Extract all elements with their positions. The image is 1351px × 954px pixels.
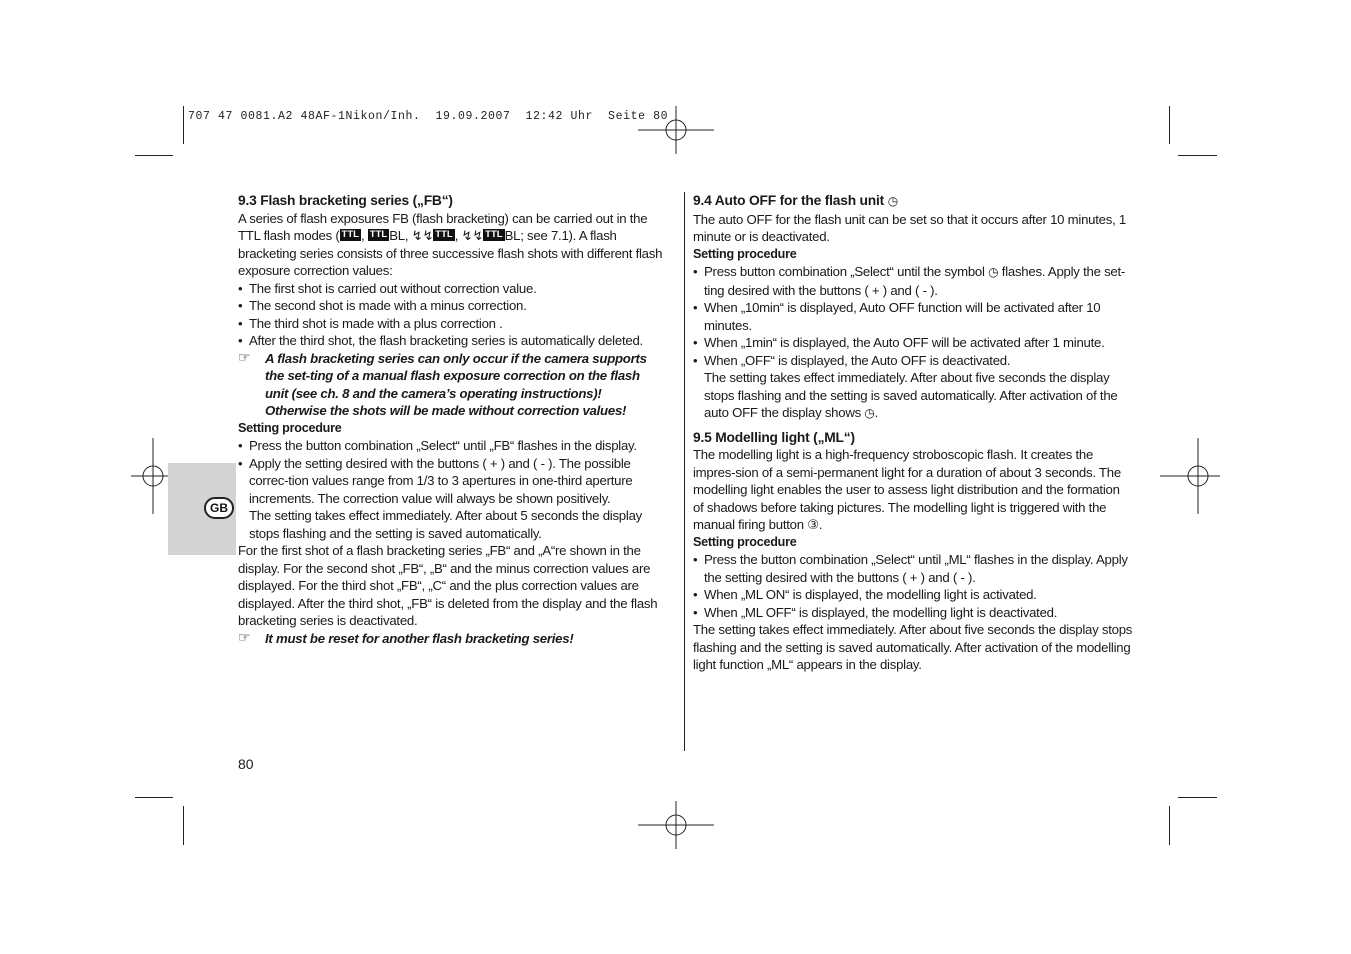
registration-mark-top [638,92,714,168]
list-item: • Press the button combination „Select“ until „FB“ flashes in the display. [238,438,637,453]
ttl-mode-icon: TTL [435,229,453,240]
reset-note: ☞ It must be reset for another flash bracketing series! [238,628,574,646]
clock-icon: ◷ [887,194,898,208]
bullet-icon: • [238,315,243,331]
setting-procedure-heading: Setting procedure [238,420,342,435]
ttl-mode-icon: TTL [369,229,388,240]
right-column [693,192,1133,674]
auto-off-intro: The auto OFF for the flash unit can be set so that it occurs after 10 minutes, 1 minute or is deactivated. [693,211,1126,244]
list-item: • When „ML OFF“ is displayed, the modelling light is deactivated. [693,604,1058,620]
list-item: • When „ML ON“ is displayed, the modelling light is activated. [693,587,1037,602]
bullet-icon: • [693,552,698,567]
pointing-hand-icon: ☞ [238,348,251,365]
section-heading-auto-off: 9.4 Auto OFF for the flash unit ◷ [693,193,898,208]
setting-procedure-heading: Setting procedure [693,246,797,261]
warning-note: ☞ A flash bracketing series can only occur if the camera supports the set-ting of a manual flash exposure correction on the flash unit (see ch. 8 and the camera’s operating instructions)! Otherwise the shots will be made without correction values! [238,348,647,418]
bullet-icon: • [693,352,698,368]
registration-mark-bottom [638,787,714,863]
list-item: • When „1min“ is displayed, the Auto OFF will be activated after 1 minute. [693,335,1105,350]
list-item: • Press the button combination „Select“ until „ML“ flashes in the display. Apply the setting desired with the buttons ( + ) and ( - ). [693,552,1128,585]
bullet-icon: • [693,335,698,350]
clock-icon: ◷ [988,265,999,279]
ttl-mode-icon: TTL [341,229,359,240]
page-number: 80 [238,756,254,772]
flash-icon: ↯↯ [461,228,484,243]
column-divider [684,192,685,751]
list-item: • The third shot is made with a plus correction . [238,315,503,331]
bullet-icon: • [238,333,243,348]
language-badge: GB [204,497,234,519]
modelling-light-closing: The setting takes effect immediately. After about five seconds the display stops flashing and the setting is saved automatically. After activation of the modelling light function „ML“ appears in the display. [693,622,1133,672]
list-item: • The second shot is made with a minus correction. [238,298,527,313]
clock-icon: ◷ [864,406,875,420]
list-item: • Apply the setting desired with the buttons ( + ) and ( - ). The possible correc-tion values range from 1/3 to 3 apertures in one-third aperture increments. The correction value will always be shown positively. The setting takes effect immediately. After about 5 seconds the display stops flashing and the setting is saved automatically. [238,455,642,541]
section-heading-modelling-light: 9.5 Modelling light („ML“) [693,429,855,445]
print-slug: 707 47 0081.A2 48AF-1Nikon/Inh. 19.09.2007 12:42 Uhr Seite 80 [188,110,669,123]
list-item: • Press button combination „Select“ until the symbol ◷ flashes. Apply the set-ting desired with the buttons ( + ) and ( - ). [693,264,1126,298]
bullet-icon: • [238,438,243,453]
list-item: • The first shot is carried out without correction value. [238,280,537,296]
bullet-icon: • [693,587,698,602]
ttl-mode-icon: TTL [485,229,503,240]
list-item: • After the third shot, the flash bracketing series is automatically deleted. [238,333,643,348]
bullet-icon: • [238,455,243,471]
section-heading-flash-bracketing: 9.3 Flash bracketing series („FB“) [238,193,453,208]
list-item: • When „10min“ is displayed, Auto OFF function will be activated after 10 minutes. [693,300,1101,333]
bullet-icon: • [238,298,243,313]
bullet-icon: • [238,280,243,296]
flash-bracketing-intro: A series of flash exposures FB (flash bracketing) can be carried out in the TTL flash modes ( TTL , TTL BL, ↯↯ TTL , ↯↯ TTL BL; see 7.1). A flash bracketing series consists of three successive flash shots with different flash exposure correction values: [238,210,663,278]
modelling-light-intro: The modelling light is a high-frequency stroboscopic flash. It creates the impres-sion of a semi-permanent light for a duration of about 3 seconds. The modelling light enables the user to assess light distribution and the formation of shadows before taking pictures. The modelling light is triggered with the manual firing button ③. [693,447,1121,532]
left-column [238,192,666,647]
flash-bracketing-display-paragraph: For the first shot of a flash bracketing series „FB“ and „A“re shown in the display. For the second shot „FB“, „B“ and the minus correction values are displayed. For the third shot „FB“, „C“ and the plus correction values are displayed. After the third shot, „FB“ is deleted from the display and the flash bracketing series is deactivated. [238,543,658,628]
list-item: • When „OFF“ is displayed, the Auto OFF is deactivated. The setting takes effect immediately. After about five seconds the display stops flashing and the setting is saved automatically. After activation of the auto OFF the display shows ◷. [693,352,1118,420]
setting-procedure-heading: Setting procedure [693,534,797,549]
bullet-icon: • [693,604,698,620]
pointing-hand-icon: ☞ [238,628,251,645]
bullet-icon: • [693,300,698,315]
bullet-icon: • [693,264,698,279]
registration-mark-right [1160,438,1236,514]
